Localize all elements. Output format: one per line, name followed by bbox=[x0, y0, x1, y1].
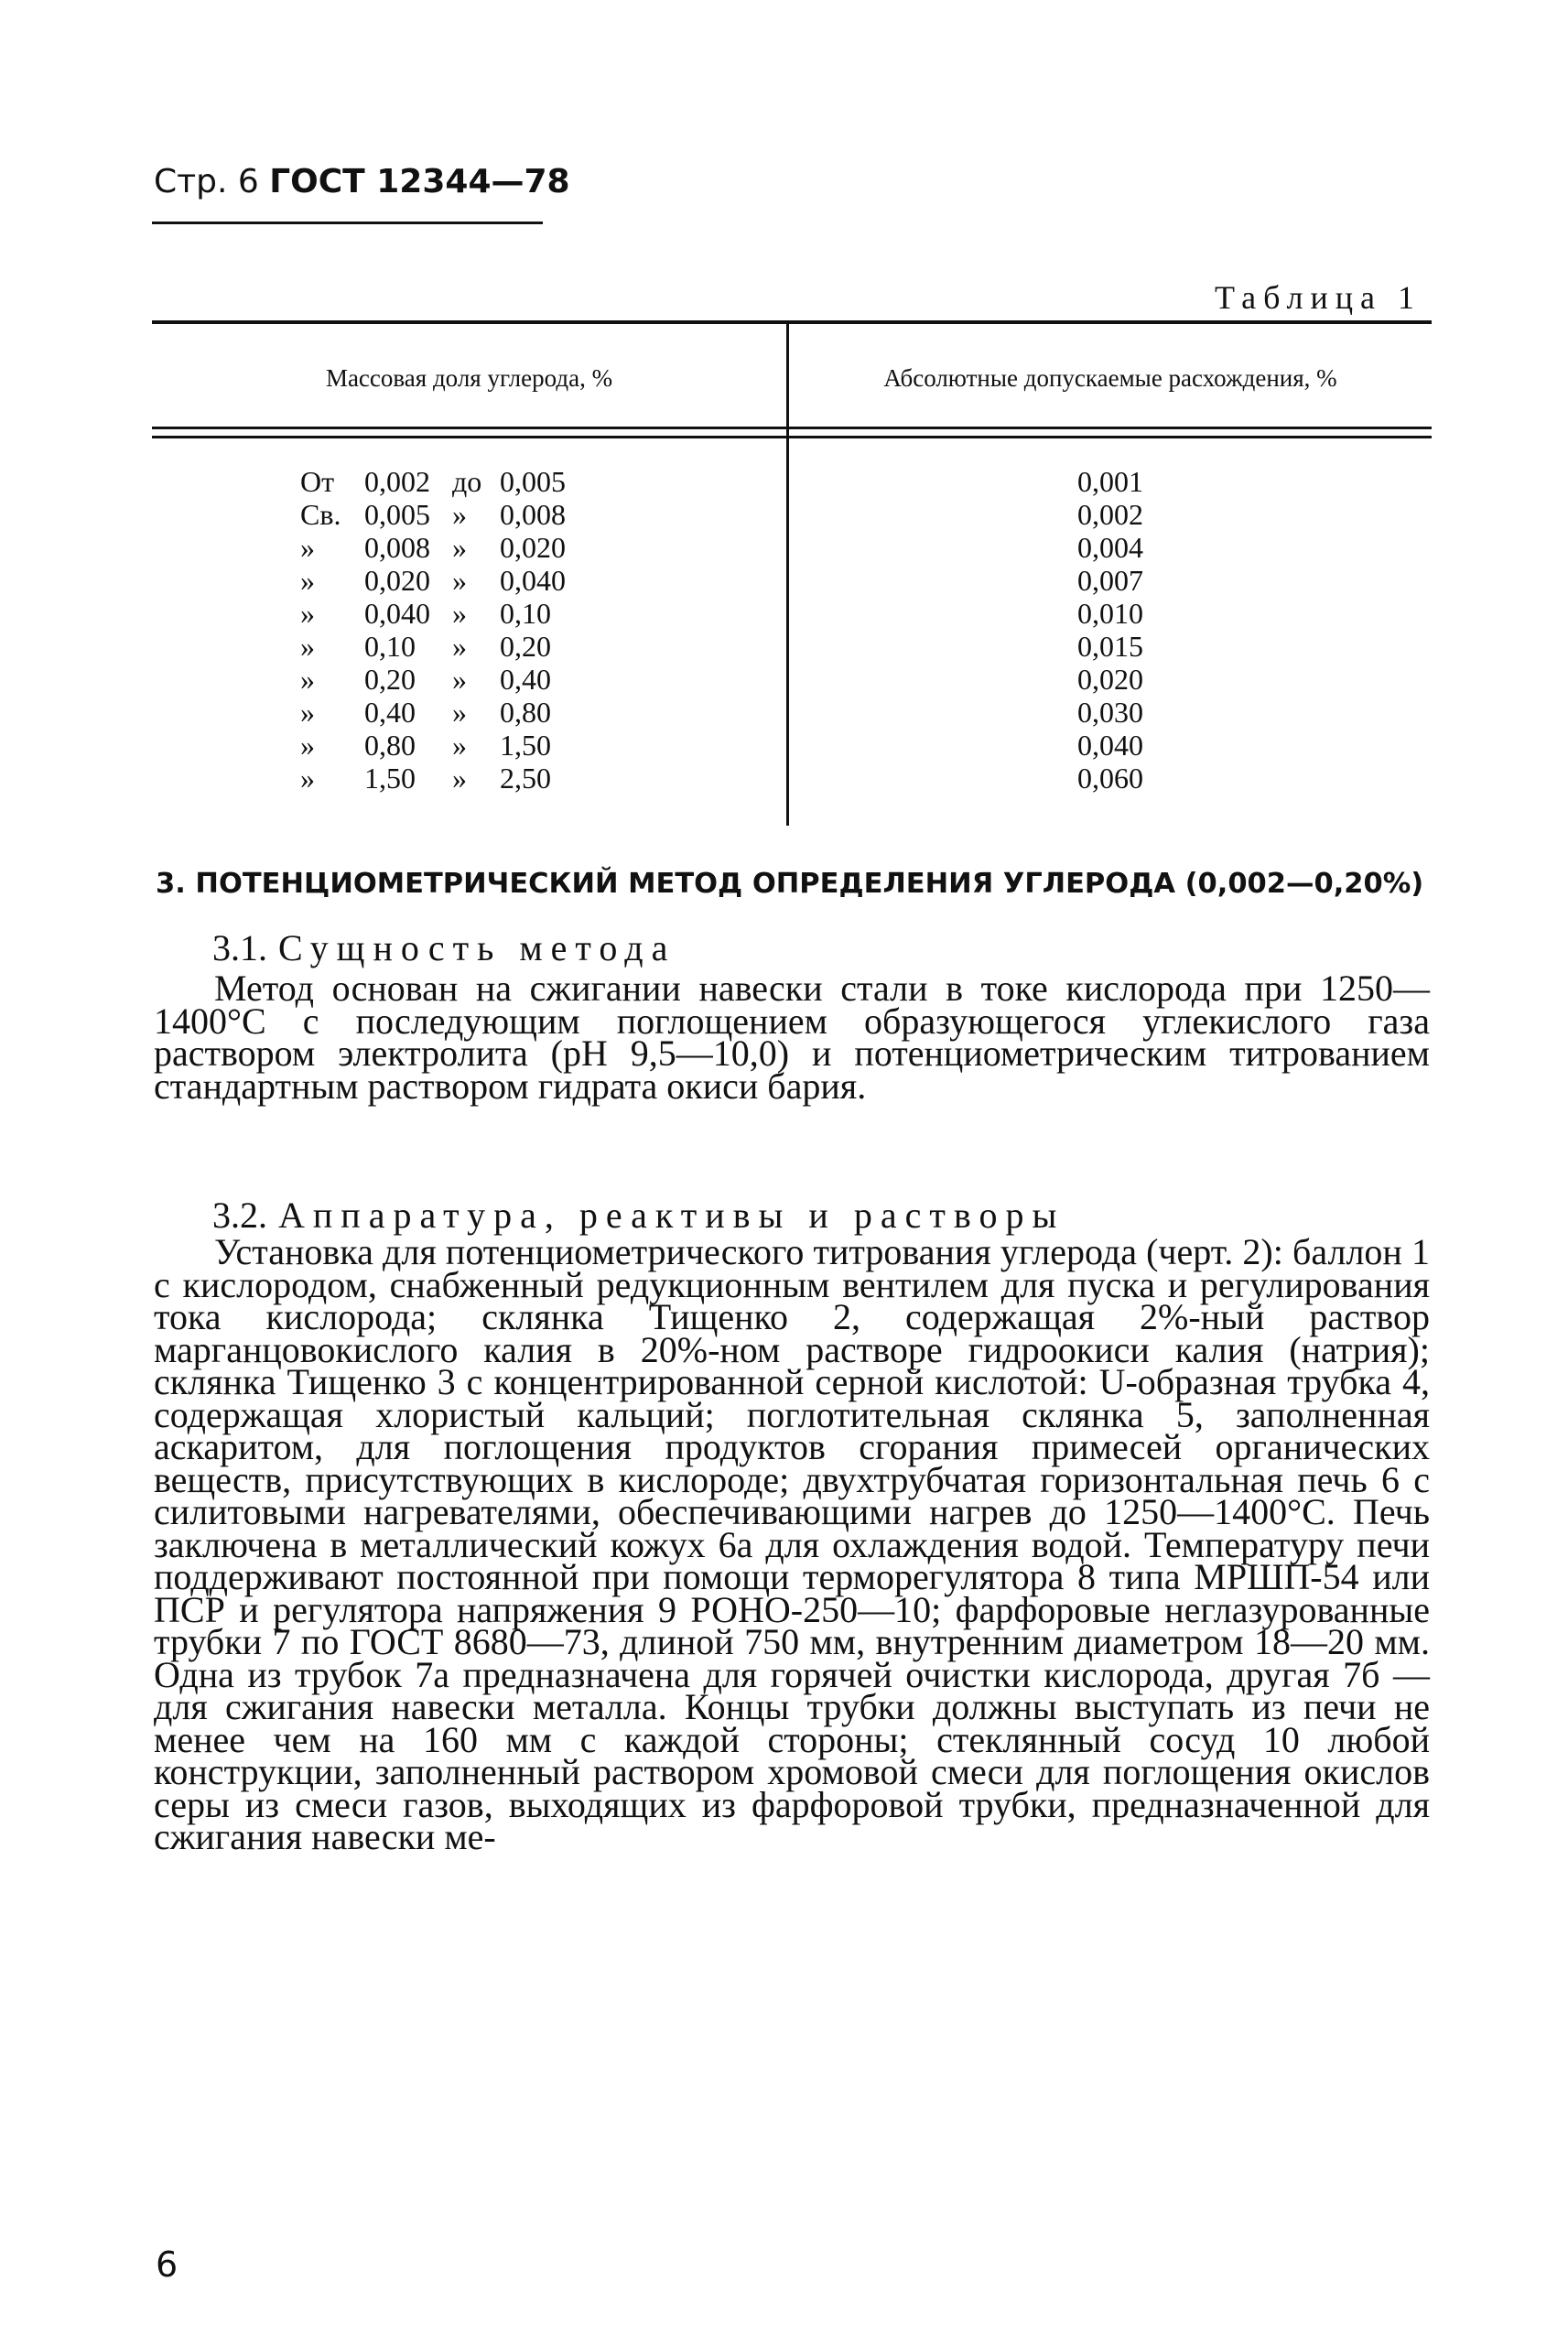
subsection-heading-essence bbox=[212, 926, 676, 969]
table-header-rule bbox=[152, 427, 1432, 429]
range-from: 1,50 bbox=[364, 762, 416, 795]
range-from: 0,040 bbox=[364, 597, 430, 630]
range-from: 0,10 bbox=[364, 630, 416, 663]
paragraph-method: Метод основан на сжигании навески стали в токе кислорода при 1250—1400°С с последующим поглощением образующегося углекислого газа раствором электролита (pH 9,5—10,0) и потенциометрическим титрованием стандартным раствором гидрата окиси бария. bbox=[154, 968, 1430, 1107]
table-header-rule-double bbox=[152, 436, 1432, 438]
table-row bbox=[300, 531, 582, 564]
range-to: 0,020 bbox=[500, 531, 566, 564]
table-top-rule bbox=[152, 320, 1432, 324]
range-from: 0,20 bbox=[364, 663, 416, 696]
range-separator: » bbox=[452, 663, 467, 696]
range-to: 0,008 bbox=[500, 498, 566, 531]
range-prefix: Св. bbox=[300, 498, 341, 531]
subsection-title: Аппаратура, реактивы и растворы bbox=[278, 1195, 1065, 1236]
table-row bbox=[300, 498, 582, 531]
range-separator: » bbox=[452, 762, 467, 795]
range-separator: » bbox=[452, 630, 467, 663]
range-from: 0,002 bbox=[364, 465, 430, 498]
table-row bbox=[300, 729, 582, 762]
range-prefix: » bbox=[300, 630, 315, 663]
range-prefix: » bbox=[300, 729, 315, 762]
running-header bbox=[154, 163, 570, 200]
range-prefix: » bbox=[300, 564, 315, 597]
range-separator: » bbox=[452, 564, 467, 597]
table-row bbox=[300, 630, 582, 663]
range-from: 0,020 bbox=[364, 564, 430, 597]
range-to: 0,005 bbox=[500, 465, 566, 498]
range-to: 0,40 bbox=[500, 663, 551, 696]
range-separator: » bbox=[452, 597, 467, 630]
tolerance-value: 0,020 bbox=[1077, 663, 1143, 696]
table-row bbox=[300, 696, 582, 729]
standard-number: ГОСТ 12344—78 bbox=[269, 163, 570, 200]
range-to: 2,50 bbox=[500, 762, 551, 795]
range-to: 0,80 bbox=[500, 696, 551, 729]
tolerance-value: 0,001 bbox=[1077, 465, 1143, 498]
table-caption: Таблица 1 bbox=[1215, 279, 1422, 316]
column-header-tolerance: Абсолютные допускаемые расхождения, % bbox=[883, 364, 1337, 392]
tolerance-column bbox=[789, 465, 1432, 795]
header-rule bbox=[152, 222, 543, 224]
range-separator: » bbox=[452, 531, 467, 564]
table-row bbox=[300, 564, 582, 597]
range-to: 0,10 bbox=[500, 597, 551, 630]
range-prefix: » bbox=[300, 762, 315, 795]
table-row bbox=[300, 663, 582, 696]
range-prefix: От bbox=[300, 465, 335, 498]
tolerance-value: 0,007 bbox=[1077, 564, 1143, 597]
carbon-range-column bbox=[300, 465, 582, 795]
tolerance-value: 0,015 bbox=[1077, 630, 1143, 663]
tolerance-value: 0,030 bbox=[1077, 696, 1143, 729]
subsection-number: 3.2. bbox=[212, 1195, 267, 1236]
range-from: 0,005 bbox=[364, 498, 430, 531]
table-row bbox=[300, 597, 582, 630]
subsection-number: 3.1. bbox=[212, 927, 267, 968]
column-header-carbon: Массовая доля углерода, % bbox=[325, 364, 613, 392]
tolerance-value: 0,040 bbox=[1077, 729, 1143, 762]
tolerance-table bbox=[152, 320, 1432, 833]
range-from: 0,80 bbox=[364, 729, 416, 762]
range-prefix: » bbox=[300, 597, 315, 630]
range-prefix: » bbox=[300, 696, 315, 729]
range-to: 0,20 bbox=[500, 630, 551, 663]
range-prefix: » bbox=[300, 663, 315, 696]
table-row bbox=[300, 465, 582, 498]
tolerance-value: 0,002 bbox=[1077, 498, 1143, 531]
range-from: 0,008 bbox=[364, 531, 430, 564]
range-to: 0,040 bbox=[500, 564, 566, 597]
table-row bbox=[300, 762, 582, 795]
range-to: 1,50 bbox=[500, 729, 551, 762]
section-title: 3. ПОТЕНЦИОМЕТРИЧЕСКИЙ МЕТОД ОПРЕДЕЛЕНИЯ УГЛЕРОДА (0,002—0,20%) bbox=[156, 868, 1424, 900]
tolerance-value: 0,004 bbox=[1077, 531, 1143, 564]
tolerance-value: 0,010 bbox=[1077, 597, 1143, 630]
subsection-heading-apparatus bbox=[212, 1194, 1065, 1237]
range-separator: » bbox=[452, 696, 467, 729]
subsection-title: Сущность метода bbox=[278, 927, 676, 968]
range-prefix: » bbox=[300, 531, 315, 564]
page-label: Стр. 6 bbox=[154, 163, 259, 200]
range-separator: » bbox=[452, 498, 467, 531]
range-from: 0,40 bbox=[364, 696, 416, 729]
paragraph-apparatus: Установка для потенциометрического титрования углерода (черт. 2): баллон 1 с кислородом, снабженный редукционным вентилем для пуска и регулирования тока кислорода; склянка Тищенко 2, содержащая 2%-ный раствор марганцовокислого калия в 20%-ном растворе гидроокиси калия (натрия); склянка Тищенко 3 с концентрированной серной кислотой: U-образная трубка 4, содержащая хлористый кальций; поглотительная склянка 5, заполненная аскаритом, для поглощения продуктов сгорания примесей органических веществ, присутствующих в кислороде; двухтрубчатая горизонтальная печь 6 с силитовыми нагревателями, обеспечивающими нагрев до 1250—1400°С. Печь заключена в металлический кожух 6а для охлаждения водой. Температуру печи поддерживают постоянной при помощи терморегулятора 8 типа МРШП-54 или ПСР и регулятора напряжения 9 РОНО-250—10; фарфоровые неглазурованные трубки 7 по ГОСТ 8680—73, длиной 750 мм, внутренним диаметром 18—20 мм. Одна из трубок 7а предназначена для горячей очистки кислорода, другая 7б — для сжигания навески металла. Концы трубки должны выступать из печи не менее чем на 160 мм с каждой стороны; стеклянный сосуд 10 любой конструкции, заполненный раствором хромовой смеси для поглощения окислов серы из смеси газов, выходящих из фарфоровой трубки, предназначенной для сжигания навески ме- bbox=[154, 1231, 1430, 1857]
range-separator: » bbox=[452, 729, 467, 762]
range-separator: до bbox=[452, 465, 482, 498]
page-number: 6 bbox=[156, 2244, 178, 2285]
tolerance-value: 0,060 bbox=[1077, 762, 1143, 795]
